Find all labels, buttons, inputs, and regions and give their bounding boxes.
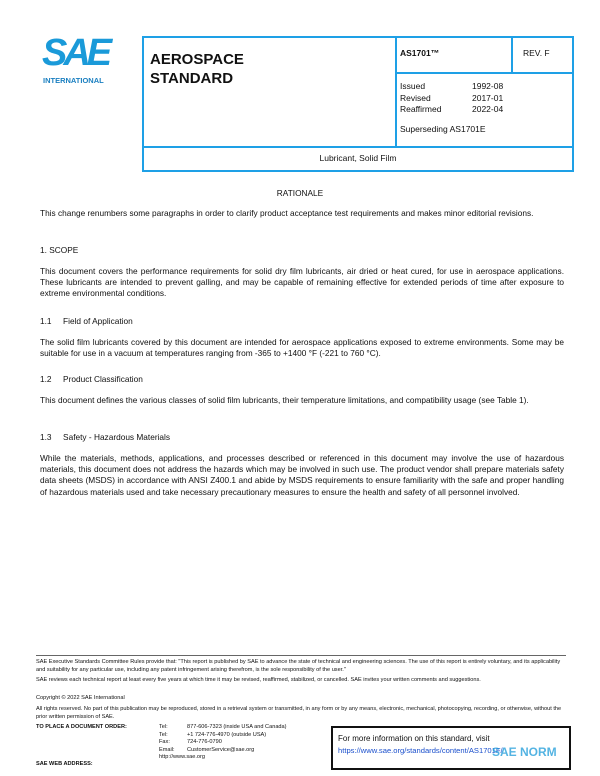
watermark: SAE NORM bbox=[492, 745, 557, 759]
footer-copyright: Copyright © 2022 SAE International bbox=[36, 695, 125, 701]
footer-rules: SAE Executive Standards Committee Rules provide that: "This report is published by SAE to advance the state of technical and engineering sciences. The use of this report is entirely voluntary, and its applicability and suitability for any particular use, including any patent infringement arising therefrom, is the sole responsibility of the user." bbox=[36, 659, 561, 673]
footer-divider bbox=[36, 655, 566, 656]
order-label: TO PLACE A DOCUMENT ORDER: bbox=[36, 724, 127, 730]
section-1-2-text: This document defines the various classes of solid film lubricants, their temperature limitations, and compatibility usage (see Table 1). bbox=[40, 395, 529, 405]
rationale-text: This change renumbers some paragraphs in order to clarify product acceptance test requirements and makes minor editorial revisions. bbox=[40, 208, 534, 218]
rationale-heading: RATIONALE bbox=[276, 188, 324, 198]
footer-rights: All rights reserved. No part of this publication may be reproduced, stored in a retrieval system or transmitted, in any form or by any means, electronic, mechanical, photocopying, recording, or otherwise, without the prior written permission of SAE. bbox=[36, 706, 562, 720]
sae-logo-subtitle: INTERNATIONAL bbox=[43, 76, 104, 85]
info-box: For more information on this standard, visit https://www.sae.org/standards/content/AS1701F/ bbox=[331, 726, 571, 770]
section-1-3-heading: 1.3 Safety - Hazardous Materials bbox=[40, 432, 171, 442]
document-number: AS1701™ bbox=[400, 48, 440, 58]
standard-link[interactable]: https://www.sae.org/standards/content/AS1701F/ bbox=[338, 746, 503, 755]
revision: REV. F bbox=[523, 48, 550, 58]
scope-heading: 1. SCOPE bbox=[40, 245, 79, 255]
contact-list: Tel: 877-606-7323 (inside USA and Canada) Tel: +1 724-776-4970 (outside USA) Fax: 724-776-0790 Email: CustomerService@sae.org http://www.sae.org bbox=[159, 724, 329, 762]
section-1-2-heading: 1.2 Product Classification bbox=[40, 374, 143, 384]
web-label: SAE WEB ADDRESS: bbox=[36, 761, 93, 767]
section-1-1-text: The solid film lubricants covered by this document are intended for aerospace applications exposed to extreme environments. Some may be suitable for use in a vacuum at temperatures ranging from -365 to +1400 °F (-221 to 760 °C). bbox=[40, 337, 564, 359]
scope-text: This document covers the performance requirements for solid dry film lubricants, air dried or heat cured, for use in aerospace applications. These lubricants are intended to prevent galling, and may be capable of remaining effective for extended periods of time after exposure to extreme environmental conditions. bbox=[40, 266, 564, 299]
superseding: Superseding AS1701E bbox=[400, 124, 486, 134]
web-address[interactable]: http://www.sae.org bbox=[159, 754, 206, 760]
section-1-1-heading: 1.1 Field of Application bbox=[40, 316, 133, 326]
section-1-3-text: While the materials, methods, applications, and processes described or referenced in this document may involve the use of hazardous materials, this document does not address the hazards which may be involved in such use. The product vendor shall prepare materials safety data sheets (MSDS) in accordance with ANSI Z400.1 and abide by MSDS requirements to ensure familiarity with the safe and proper handling of hazardous materials used and take necessary precautionary measures to ensure the health and safety of all personnel involved. bbox=[40, 453, 564, 497]
document-title: Lubricant, Solid Film bbox=[319, 153, 397, 163]
footer-review: SAE reviews each technical report at least every five years at which time it may be revised, reaffirmed, stabilized, or cancelled. SAE invites your written comments and suggestions. bbox=[36, 677, 481, 683]
email-link[interactable]: CustomerService@sae.org bbox=[187, 746, 255, 753]
sae-logo: SAE bbox=[42, 32, 109, 74]
document-type: AEROSPACE STANDARD bbox=[150, 51, 244, 87]
dates-block: Issued 1992-08 Revised 2017-01 Reaffirmed 2022-04 bbox=[400, 81, 504, 114]
